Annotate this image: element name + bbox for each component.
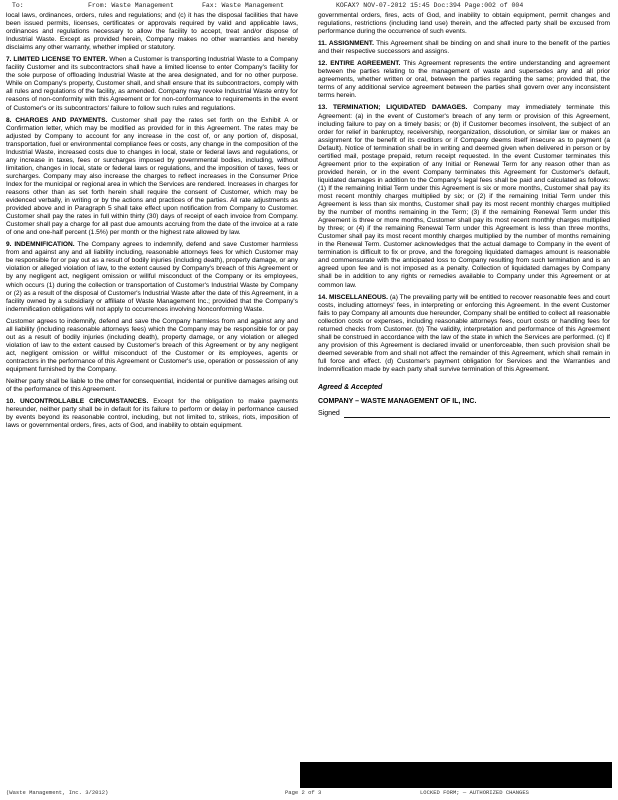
section-13-text: Company may immediately terminate this Agreement: (a) in the event of Customer's breach of any term or provision of this Agreement, including failure to pay on a timely basis; or (b) if Customer becomes insolvent, the subject of an order for relief in bankruptcy, receivership, reorganization, dissolution, or similar law or makes an assignment for the benefit of its creditors or if Company deems itself insecure as to payment (a Default). Notice of termination shall be in writing and deemed given when delivered in person or by certified mail, postage prepaid, return receipt requested. In the event Customer terminates this Agreement prior to the expiration of any Initial or Renewal Term for any reason other than as provided herein, or in the event Company terminates this Agreement for Customer's default, liquidated damages in addition to the Company's legal fees shall be paid and calculated as follows: (1) If the remaining Initial Term under this Agreement is six or more months, Customer shall pay its most recent monthly charges multiplied by six; or (2) if the remaining Initial Term under this Agreement is less than six months, Customer shall pay its most recent monthly charges multiplied by the number of months remaining in the Term; (3) if the remaining Renewal Term under this Agreement is three or more months, Customer shall pay its most recent monthly charges multiplied by three; or (4) if the remaining Renewal Term under this Agreement is less than three months, Customer shall pay its most recent monthly charges multiplied by the number of months remaining in the Renewal Term. Customer acknowledges that the actual damage to Company in the event of termination is difficult to fix or prove, and the foregoing liquidated damages amount is reasonable and commensurate with the anticipated loss to Company resulting from such termination and is an agreed upon fee and is not imposed as a penalty. Collection of liquidated damages by Company shall be in addition to any rights or remedies available to Company under this Agreement or at common law. <box>318 104 610 289</box>
right-column <box>318 12 610 740</box>
fax-number: Fax: Waste Management <box>202 2 284 9</box>
section-12 <box>318 60 610 100</box>
company-name: COMPANY – WASTE MANAGEMENT OF IL, INC. <box>318 398 477 406</box>
agreed-accepted-label: Agreed & Accepted <box>318 384 383 392</box>
section-10-title: 10. UNCONTROLLABLE CIRCUMSTANCES. <box>6 398 149 406</box>
footer-left: (Waste Management, Inc. 3/2012) <box>6 789 109 796</box>
section-11-text: This Agreement shall be binding on and shall inure to the benefit of the parties and their respective successors and assigns. <box>318 40 610 56</box>
redaction-bar <box>300 762 612 788</box>
signature-rule <box>344 409 610 418</box>
section-11 <box>318 40 610 56</box>
section-8 <box>6 117 298 238</box>
section-9-text-a: The Company agrees to indemnify, defend and save Customer harmless from and against any and all liability including, reasonable attorneys fees for which Customer may be responsible for or pay out as a result of bodily injuries (including death), property damage, or any violation or alleged violation of law, to the extent caused by Company's breach of this Agreement or by any negligent act, negligent omission or willful misconduct of the Company or its employees, which occurs (1) during the collection or transportation of Customer's Industrial Waste by Company or (2) as a result of the disposal of Customer's Industrial Waste after the date of this Agreement, in a facility owned by a subsidiary or affiliate of Waste Management Inc.; provided that the Company's indemnification obligations will not apply to occurrences involving Nonconforming Waste. <box>6 241 298 313</box>
signature-line <box>318 409 610 418</box>
signature-block <box>318 384 610 418</box>
section-9-title: 9. INDEMNIFICATION. <box>6 241 75 249</box>
fax-from: From: Waste Management <box>88 2 174 9</box>
section-14 <box>318 294 610 374</box>
fax-header <box>6 2 612 12</box>
fax-recipient: To: <box>12 2 24 9</box>
section-9 <box>6 241 298 313</box>
section-12-title: 12. ENTIRE AGREEMENT. <box>318 60 401 68</box>
section-14-title: 14. MISCELLANEOUS. <box>318 293 388 301</box>
signed-label: Signed <box>318 410 340 418</box>
section-13 <box>318 104 610 289</box>
section-11-title: 11. ASSIGNMENT. <box>318 40 374 48</box>
intro-paragraph: local laws, ordinances, orders, rules and regulations; and (c) it has the disposal facilities that have been issued permits, licenses, certificates or approvals required by valid and applicable laws, ordinances and regulations necessary to allow the facility to accept, treat and/or dispose of Industrial Waste. Except as provided herein, Company makes no other warranties and hereby disclaims any other warranty, whether implied or statutory. <box>6 12 298 52</box>
section-8-title: 8. CHARGES AND PAYMENTS. <box>6 116 108 124</box>
footer-right: LOCKED FORM; — AUTHORIZED CHANGES <box>420 789 529 796</box>
section-10-text: Except for the obligation to make payments hereunder, neither party shall be in default for its failure to perform or delay in performance caused by events beyond its reasonable control, including, but not limited to, strikes, riots, imposition of laws or governmental orders, fires, acts of God, and inability to obtain equipment. <box>6 398 298 430</box>
section-9-paragraph-b: Customer agrees to indemnify, defend and save the Company harmless from and against any and all liability (including reasonable attorneys fees) which the Company may be responsible for or pay out as a result of bodily injuries (including death), property damage, or any violation or alleged violation of law to the extent caused by Customer's breach of this Agreement or by any negligent act, negligent omission or willful misconduct of the Customer or its employees, agents or contractors in the performance of this Agreement or Customer's use, operation or possession of any equipment furnished by the Company. <box>6 317 298 373</box>
section-12-text: This Agreement represents the entire understanding and agreement between the parties relating to the management of waste and supersedes any and all prior agreements, whether written or oral, between the parties regarding the same; provided that, the terms of any additional service agreement between the parties shall govern over any inconsistent terms herein. <box>318 60 610 100</box>
section-7-text: When a Customer is transporting Industrial Waste to a Company facility Customer and its subcontractors shall have a limited license to enter Company's facility for the sole purpose of offloading Industrial Waste at the area designated, and for no other purpose. While on Company's property, Customer shall, and shall ensure that its subcontractors, comply with all rules and regulations of the facility, as amended. Company may revoke Industrial Waste entry for reasons of non-conformity with this Agreement or for non-conformance to requirements in the event of Customer's or its subcontractors' failure to follow such rules and regulations. <box>6 56 298 112</box>
section-14-text: (a) The prevailing party will be entitled to recover reasonable fees and court costs, including attorneys' fees, in interpreting or enforcing this Agreement. In the event Customer fails to pay Company all amounts due hereunder, Company shall be entitled to collect all reasonable collection costs or expenses, including reasonable attorneys fees, court costs or handling fees for returned checks from Customer. (b) The validity, interpretation and performance of this Agreement shall be construed in accordance with the law of the state in which the Services are performed. (c) If any provision of this Agreement is declared invalid or unenforceable, then such provision shall be deemed severable from and shall not affect the remainder of this Agreement, which shall remain in full force and effect. (d) Customer's payment obligation for Services and the Warranties and Indemnification made by each party shall survive termination of this Agreement. <box>318 293 610 373</box>
section-9-paragraph-c: Neither party shall be liable to the other for consequential, incidental or punitive damages arising out of the performance of this Agreement. <box>6 378 298 394</box>
left-column <box>6 12 298 740</box>
section-8-text: Customer shall pay the rates set forth on the Exhibit A or Confirmation letter, which may be modified as provided for in this Agreement. The rates may be adjusted by Company to account for any increase in the cost of, or any portion of, disposal, transportation, fuel or environmental compliance fees or costs, any change in the composition of the Industrial Waste, increased costs due to changes in local, state or federal laws and regulations, or any increase in taxes, fees or surcharges imposed by governmental bodies, including, without limitation, changes in local, state or federal laws or regulations, and the imposition of taxes, fees or surcharges. Company may also increase the charges to reflect increases in the Consumer Price Index for the municipal or regional area in which the Services are rendered. Increases in charges for reasons other than as set forth herein shall require the consent of Customer, which may be evidenced verbally, in writing or by the actions and practices of the parties. All rate adjustments as provided above and in Paragraph 5 shall take effect upon notification from Company to Customer. Customer shall pay the rates in full within thirty (30) days of receipt of each invoice from Company. Customer shall pay a charge for all past due amounts accruing from the date of the invoice at a rate of one and one-half percent (1.5%) per month or the highest rate allowed by law. <box>6 116 298 237</box>
section-13-title: 13. TERMINATION; LIQUIDATED DAMAGES. <box>318 104 468 112</box>
section-7-title: 7. LIMITED LICENSE TO ENTER. <box>6 56 108 64</box>
continued-paragraph: governmental orders, fires, acts of God, and inability to obtain equipment, permit changes and regulations, restrictions (including land use) therein, and the affected party shall be excused from performance during the occurrence of such events. <box>318 12 610 36</box>
section-10 <box>6 398 298 430</box>
section-7 <box>6 56 298 112</box>
fax-stamp: KOFAX? NOV-07-2012 15:45 Doc:394 Page:002 of 004 <box>336 2 524 9</box>
footer-page: Page 2 of 3 <box>285 789 322 796</box>
